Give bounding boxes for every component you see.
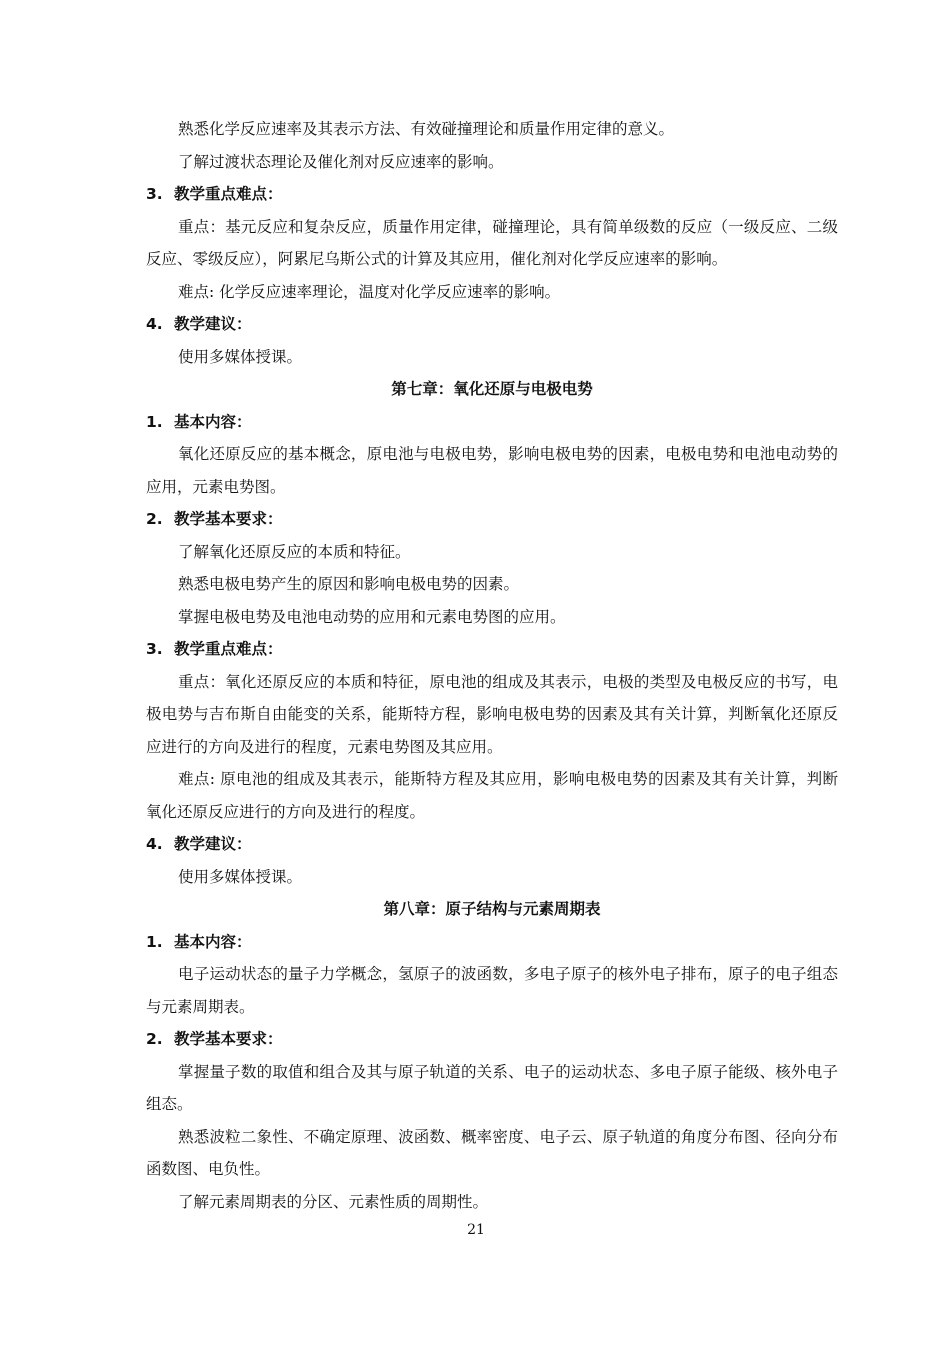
section-number: 3.: [146, 185, 163, 203]
page-number: 21: [467, 1222, 485, 1238]
paragraph: 了解过渡状态理论及催化剂对反应速率的影响。: [178, 152, 504, 171]
section-number: 3.: [146, 640, 163, 658]
chapter-title: 第八章：原子结构与元素周期表: [383, 900, 601, 918]
section-heading: [146, 178, 838, 211]
section-heading: [146, 406, 838, 439]
section-number: 1.: [146, 932, 163, 951]
paragraph: 使用多媒体授课。: [178, 867, 303, 886]
paragraph: 了解氧化还原反应的本质和特征。: [178, 542, 411, 561]
section-number: 4.: [146, 315, 163, 333]
paragraph: 熟悉电极电势产生的原因和影响电极电势的因素。: [178, 575, 520, 593]
paragraph: 氧化还原反应的基本概念，原电池与电极电势，影响电极电势的因素，电极电势和电池电动势的应用，元素电势图。: [146, 445, 838, 496]
section-number: 4.: [146, 835, 163, 853]
paragraph: 熟悉波粒二象性、不确定原理、波函数、概率密度、电子云、原子轨道的角度分布图、径向分布函数图、电负性。: [146, 1127, 838, 1178]
section-title: 基本内容：: [174, 412, 252, 431]
section-title: 教学基本要求：: [174, 510, 283, 528]
paragraph: 电子运动状态的量子力学概念，氢原子的波函数，多电子原子的核外电子排布，原子的电子组态与元素周期表。: [146, 965, 838, 1016]
paragraph: 掌握量子数的取值和组合及其与原子轨道的关系、电子的运动状态、多电子原子能级、核外电子组态。: [146, 1062, 838, 1113]
section-number: 2.: [146, 1030, 163, 1048]
paragraph: 难点: 化学反应速率理论，温度对化学反应速率的影响。: [178, 282, 561, 301]
paragraph: 使用多媒体授课。: [178, 347, 303, 366]
paragraph: 重点：氧化还原反应的本质和特征，原电池的组成及其表示，电极的类型及电极反应的书写，电极电势与吉布斯自由能变的关系，能斯特方程，影响电极电势的因素及其有关计算，判断氧化还原反应进行的方向及进行的程度，元素电势图及其应用。: [146, 672, 838, 756]
section-heading: [146, 926, 838, 959]
section-heading: [146, 308, 838, 341]
paragraph: 熟悉化学反应速率及其表示方法、有效碰撞理论和质量作用定律的意义。: [178, 120, 675, 138]
section-heading: [146, 503, 838, 536]
section-number: 2.: [146, 510, 163, 528]
paragraph: 重点：基元反应和复杂反应，质量作用定律，碰撞理论，具有简单级数的反应（一级反应、二级反应、零级反应），阿累尼乌斯公式的计算及其应用，催化剂对化学反应速率的影响。: [146, 217, 838, 268]
section-heading: [146, 633, 838, 666]
document-body: [146, 113, 838, 1218]
paragraph: 了解元素周期表的分区、元素性质的周期性。: [178, 1192, 489, 1211]
section-title: 基本内容：: [174, 932, 252, 951]
paragraph: 掌握电极电势及电池电动势的应用和元素电势图的应用。: [178, 607, 566, 626]
section-title: 教学重点难点：: [174, 640, 283, 658]
section-number: 1.: [146, 412, 163, 431]
section-title: 教学重点难点：: [174, 185, 283, 203]
section-heading: [146, 828, 838, 861]
section-title: 教学建议：: [174, 315, 252, 333]
section-heading: [146, 1023, 838, 1056]
paragraph: 难点: 原电池的组成及其表示，能斯特方程及其应用，影响电极电势的因素及其有关计算，判断氧化还原反应进行的方向及进行的程度。: [146, 770, 838, 821]
section-title: 教学建议：: [174, 835, 252, 853]
section-title: 教学基本要求：: [174, 1030, 283, 1048]
chapter-title: 第七章：氧化还原与电极电势: [391, 380, 593, 398]
